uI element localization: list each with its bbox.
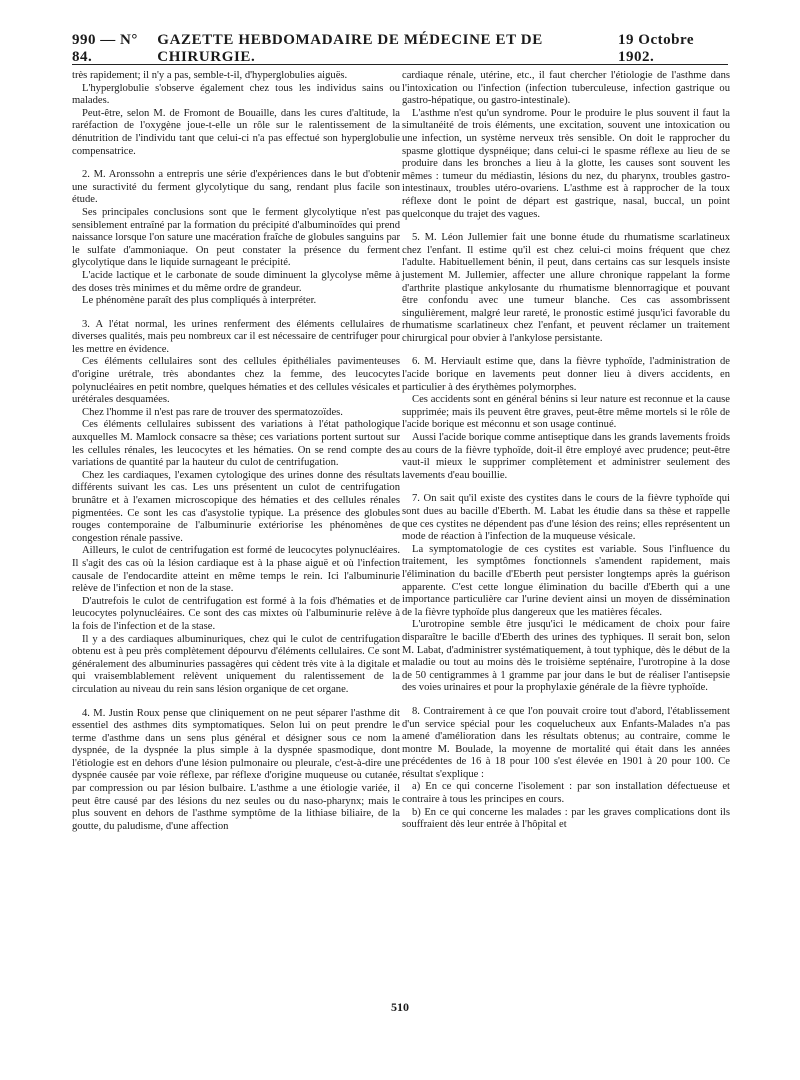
paragraph: L'acide lactique et le carbonate de soude diminuent la glycolyse même à des doses très minimes et du même ordre de grandeur. — [72, 269, 400, 294]
paragraph: Chez les cardiaques, l'examen cytologique des urines donne des résultats différents suivant les cas. Les uns présentent un culot de centrifugation brunâtre et à l'examen microscopique des hématies et des cellules rénales pigmentées. Ce sont les cas d'asystolie typique. La présence des globules rouges contemporaine de l'albuminurie extériorise les phénomènes de congestion rénale passive. — [72, 469, 400, 544]
journal-title: GAZETTE HEBDOMADAIRE DE MÉDECINE ET DE CHIRURGIE. — [157, 32, 543, 65]
paragraph: 7. On sait qu'il existe des cystites dans le cours de la fièvre typhoïde qui sont dues au bacille d'Eberth. M. Labat les étudie dans sa thèse et rappelle que ces cystites ne dépendent pas d'une lésion des reins; elles représentent un mode de réaction à l'infection de la muqueuse vésicale. — [402, 493, 730, 543]
paragraph: très rapidement; il n'y a pas, semble-t-il, d'hyperglobulies aiguës. — [72, 70, 348, 81]
paragraph: La symptomatologie de ces cystites est variable. Sous l'influence du traitement, les symptômes fonctionnels s'amendent rapidement, mais l'élimination du bacille d'Eberth peut persister longtemps après la guérison apparente. C'est cette longue élimination du bacille d'Eberth qui a une importance particulière car l'urine devient ainsi un moyen de dissémination de la fièvre typhoïde plus dangereux que les matières fécales. — [402, 543, 730, 618]
paragraph: 6. M. Herviault estime que, dans la fièvre typhoïde, l'administration de l'acide borique en lavements peut donner lieu à divers accidents, en particulier à des érythèmes polymorphes. — [402, 356, 730, 393]
paragraph: Ces éléments cellulaires sont des cellules épithéliales pavimenteuses d'origine urétrale, très abondantes chez la femme, des leucocytes polynucléaires en petit nombre, quelques hématies et des cellules vésicales et urétérales desquamées. — [72, 356, 400, 406]
paragraph: L'hyperglobulie s'observe également chez tous les individus sains ou malades. — [72, 82, 400, 107]
issue-number: 990 — N° 84. — [72, 32, 138, 65]
paragraph: L'urotropine semble être jusqu'ici le médicament de choix pour faire disparaître le bacille d'Eberth des urines des typhiques. Il serait bon, selon M. Labat, d'administrer systématiquement, à tout typhique, dès le début de la maladie ou tout au moins dès le troisième septénaire, l'urotropine à la dose de 50 centigrammes à 1 gramme par jour dans le but de réaliser l'antisepsie des voies urinaires et pour la prophylaxie générale de la fièvre typhoïde. — [402, 619, 730, 694]
paragraph: a) En ce qui concerne l'isolement : par son installation défectueuse et contraire à tous les principes en cours. — [402, 781, 730, 806]
paragraph: Aussi l'acide borique comme antiseptique dans les grands lavements froids au cours de la fièvre typhoïde, doit-il être employé avec prudence; peut-être vaut-il mieux le supprimer complètement et administrer seulement des lavements d'eau bouillie. — [402, 432, 730, 481]
paragraph: Ses principales conclusions sont que le ferment glycolytique n'est pas sensiblement entraîné par la formation du précipité d'albuminoïdes qui prend naissance lorsque l'on sature une macération fraîche de globules sanguins par le sulfate d'ammoniaque. On peut constater la présence du ferment glycolytique dans le liquide surnageant le précipité. — [72, 206, 400, 269]
right-column — [402, 70, 730, 832]
paragraph: cardiaque rénale, utérine, etc., il faut chercher l'étiologie de l'asthme dans l'intoxication ou l'infection (infection tuberculeuse, infection gastrique ou gastro-hépatique, ou gastro-intestinale). — [402, 70, 730, 107]
paragraph: Peut-être, selon M. de Fromont de Bouaille, dans les cures d'altitude, la raréfaction de l'oxygène joue-t-elle un rôle sur le ralentissement de la dénutrition de l'individu tant que celui-ci n'a pas effectué son hyperglobulie compensatrice. — [72, 107, 400, 157]
paragraph: Chez l'homme il n'est pas rare de trouver des spermatozoïdes. — [82, 406, 343, 418]
paragraph: Il y a des cardiaques albuminuriques, chez qui le culot de centrifugation obtenu est à peu près complètement dépourvu d'éléments cellulaires. Ce sont généralement des albuminuries passagères qui cèdent très vite à la digitale et qui vraisemblablement relèvent uniquement du ralentissement de la circulation au niveau du rein sans lésion organique de cet organe. — [72, 633, 400, 695]
paragraph: Ailleurs, le culot de centrifugation est formé de leucocytes polynucléaires. Il s'agit des cas où la lésion cardiaque est à la phase aiguë et où l'infection causale de l'endocardite atteint en même temps le rein. Ici l'albuminurie relève de l'infection et non de la stase. — [72, 545, 400, 595]
paragraph: b) En ce qui concerne les malades : par les graves complications dont ils souffraient dès leur entrée à l'hôpital et — [402, 806, 730, 831]
paragraph: 3. A l'état normal, les urines renferment des éléments cellulaires de diverses qualités, mais peu nombreux car il est nécessaire de centrifuger pour les mettre en évidence. — [72, 318, 400, 355]
paragraph: Ces éléments cellulaires subissent des variations à l'état pathologique auxquelles M. Mamlock consacre sa thèse; ces variations portent surtout sur les cellules rénales, les leucocytes et les hématies. On se rend compte des variations de quantité par la hauteur du culot de centrifugation. — [72, 419, 400, 469]
page-number: 510 — [391, 1000, 409, 1014]
paragraph: Le phénomène paraît des plus compliqués à interpréter. — [82, 295, 317, 307]
paragraph: 2. M. Aronssohn a entrepris une série d'expériences dans le but d'obtenir une suractivité du ferment glycolytique du sang, rendant plus facile son étude. — [72, 169, 400, 206]
paragraph: 8. Contrairement à ce que l'on pouvait croire tout d'abord, l'établissement d'un service spécial pour les coquelucheux aux Enfants-Malades n'a pas amené d'amélioration dans les résultats obtenus; au contraire, comme le montre M. Boulade, la moyenne de mortalité qui était dans les années précédentes de 16 à 18 pour 100 s'est élevée en 1901 à 20 pour 100. Ce résultat s'explique : — [402, 705, 730, 780]
issue-date: 19 Octobre 1902. — [618, 32, 694, 65]
left-column — [72, 70, 400, 833]
paragraph: 4. M. Justin Roux pense que cliniquement on ne peut séparer l'asthme dit essentiel des asthmes dits symptomatiques. Selon lui on peut prendre le terme d'asthme dans un sens plus général et désigner sous ce nom la dyspnée, de la dyspnée la plus simple à la dyspnée spasmodique, dont l'étiologie est en dehors d'une lésion pulmonaire ou pleurale, c'est-à-dire une dyspnée causée par voie réflexe, par réflexe d'origine muqueuse ou cutanée, par compression ou par lésion bulbaire. L'asthme a une étiologie variée, il peut être causé par des lésions du nez seules ou du naso-pharynx; mais le plus souvent en dehors de l'asthme symptôme de la lithiase biliaire, de la goutte, du paludisme, d'une affection — [72, 707, 400, 832]
paragraph: 5. M. Léon Jullemier fait une bonne étude du rhumatisme scarlatineux chez l'enfant. Il estime qu'il est chez celui-ci moins fréquent que chez l'adulte. Habituellement bénin, il peut, dans certains cas sur lesquels insiste justement M. Jullemier, affecter une allure chronique rappelant la forme d'arthrite plastique ankylosante du rhumatisme blennorragique et pouvant être confondu avec une tumeur blanche. Ces cas assombrissent singulièrement, malgré leur rareté, le pronostic estimé jusqu'ici favorable du rhumatisme scarlatineux chez l'enfant, et peuvent réclamer un traitement chirurgical pour obvier à l'ankylose persistante. — [402, 232, 730, 344]
running-header — [72, 34, 728, 65]
paragraph: D'autrefois le culot de centrifugation est formé à la fois d'hématies et de leucocytes polynucléaires. Ce sont des cas mixtes où l'albuminurie relève à la fois de l'infection et de la stase. — [72, 595, 400, 632]
paragraph: Ces accidents sont en général bénins si leur nature est reconnue et la cause supprimée; mais ils peuvent être graves, peut-être même mortels si le rôle de l'acide borique est méconnu et son usage continué. — [402, 394, 730, 431]
paragraph: L'asthme n'est qu'un syndrome. Pour le produire le plus souvent il faut la simultanéité de trois éléments, une excitation, souvent une intoxication ou une infection, un système nerveux très sensible. On doit le rapprocher du spasme glottique dyspnéique; dans celui-ci le spasme réflexe au lieu de se produire dans les bronches a lieu à la glotte, les causes sont souvent les mêmes : tumeur du médiastin, lésions du nez, du pharynx, troubles gastro-intestinaux, troubles utéro-ovariens. L'asthme est à rapprocher de la toux réflexe dont le point de départ est gastrique, nasal, buccal, un point quelconque du trajet des vagues. — [402, 107, 730, 220]
